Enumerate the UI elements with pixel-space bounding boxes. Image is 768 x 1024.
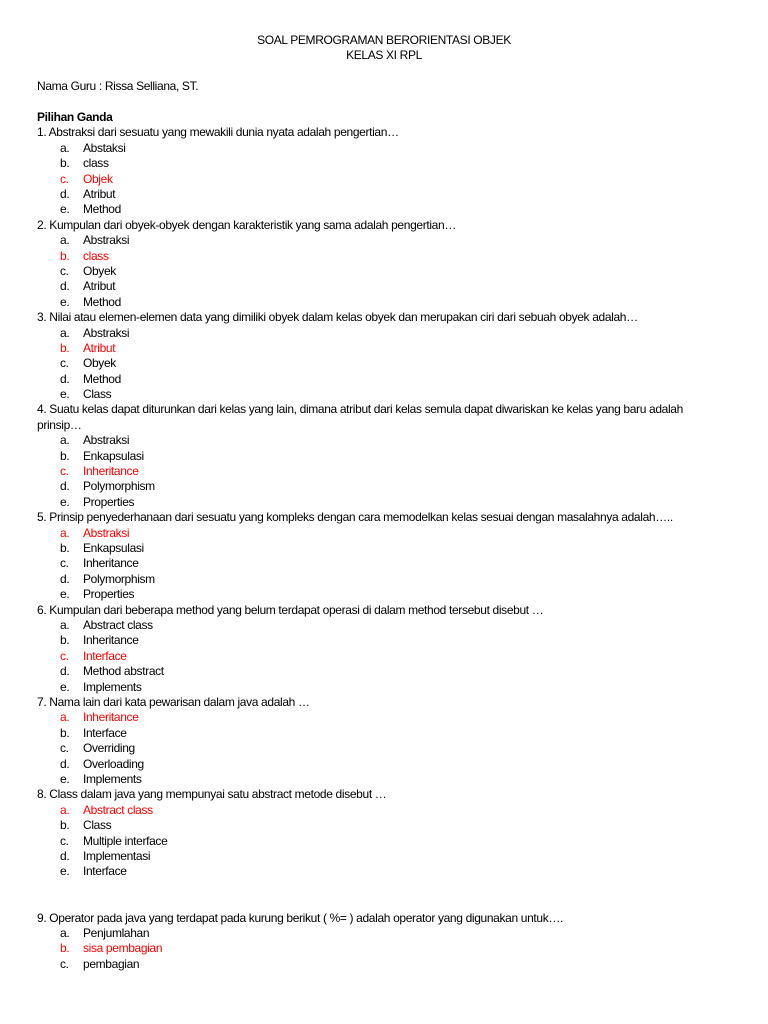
option-text: Implementasi [83, 848, 151, 863]
option-text: Enkapsulasi [83, 541, 144, 556]
option-text: sisa pembagian [83, 941, 163, 956]
option-letter: d. [60, 371, 70, 386]
option-text: Abstraksi [83, 325, 130, 340]
question-item [37, 695, 727, 787]
option-letter: b. [60, 156, 70, 171]
option-letter: b. [60, 541, 70, 556]
option-text: pembagian [83, 956, 140, 971]
option-letter: c. [60, 464, 69, 479]
option-item [37, 156, 727, 171]
correct-option [37, 464, 727, 479]
option-text: Abstract class [83, 618, 153, 633]
option-letter: d. [60, 186, 70, 201]
option-item [37, 356, 727, 371]
option-letter: e. [60, 679, 70, 694]
option-letter: c. [60, 648, 69, 663]
option-text: Inheritance [83, 710, 139, 725]
option-list [37, 803, 727, 880]
option-letter: b. [60, 818, 70, 833]
option-text: Obyek [83, 356, 116, 371]
option-list [37, 433, 727, 510]
option-item [37, 264, 727, 279]
question-text: 7. Nama lain dari kata pewarisan dalam java adalah … [37, 694, 310, 709]
option-text: Polymorphism [83, 479, 155, 494]
option-text: Implements [83, 679, 142, 694]
option-text: Multiple interface [83, 833, 168, 848]
option-item [37, 202, 727, 217]
option-letter: e. [60, 864, 70, 879]
question-item [37, 787, 727, 879]
question-item [37, 218, 727, 310]
question-item [37, 603, 727, 695]
question-list [37, 125, 727, 972]
option-text: Enkapsulasi [83, 448, 144, 463]
option-letter: c. [60, 833, 69, 848]
option-letter: d. [60, 756, 70, 771]
option-text: Interface [83, 864, 127, 879]
option-letter: a. [60, 525, 70, 540]
option-item [37, 433, 727, 448]
option-item [37, 541, 727, 556]
option-letter: c. [60, 956, 69, 971]
question-text: 2. Kumpulan dari obyek-obyek dengan karakteristik yang sama adalah pengertian… [37, 217, 456, 232]
option-item [37, 772, 727, 787]
option-letter: d. [60, 479, 70, 494]
option-text: Inheritance [83, 464, 139, 479]
option-item [37, 556, 727, 571]
option-text: Atribut [83, 340, 116, 355]
option-item [37, 726, 727, 741]
option-letter: b. [60, 340, 70, 355]
option-item [37, 479, 727, 494]
option-letter: e. [60, 771, 70, 786]
question-text: 5. Prinsip penyederhanaan dari sesuatu yang kompleks dengan cara memodelkan kelas sesuai dengan masalahnya adalah….. [37, 510, 673, 525]
option-item [37, 141, 727, 156]
option-list [37, 326, 727, 403]
option-text: Properties [83, 587, 135, 602]
teacher-name: Nama Guru : Rissa Selliana, ST. [37, 79, 199, 94]
correct-option [37, 941, 727, 956]
option-text: Method [83, 371, 121, 386]
document-title: SOAL PEMROGRAMAN BERORIENTASI OBJEK [257, 33, 511, 47]
question-text: 4. Suatu kelas dapat diturunkan dari kelas yang lain, dimana atribut dari kelas semula dapat diwariskan ke kelas yang baru adalah prinsip… [37, 402, 683, 432]
option-letter: d. [60, 848, 70, 863]
option-list [37, 926, 727, 972]
option-list [37, 233, 727, 310]
option-letter: e. [60, 587, 70, 602]
option-text: Obyek [83, 263, 116, 278]
option-text: Class [83, 818, 112, 833]
option-text: Abstract class [83, 802, 153, 817]
correct-option [37, 526, 727, 541]
option-item [37, 664, 727, 679]
correct-option [37, 172, 727, 187]
option-text: class [83, 156, 109, 171]
option-text: Atribut [83, 186, 116, 201]
option-letter: e. [60, 202, 70, 217]
option-text: Properties [83, 494, 135, 509]
option-letter: c. [60, 356, 69, 371]
option-item [37, 757, 727, 772]
option-text: Objek [83, 171, 113, 186]
option-letter: a. [60, 710, 70, 725]
option-text: Abstraksi [83, 233, 130, 248]
blank-line [37, 95, 727, 110]
option-item [37, 633, 727, 648]
blank-lines [37, 880, 727, 911]
section-title: Pilihan Ganda [37, 110, 113, 124]
option-item [37, 818, 727, 833]
option-text: Method [83, 294, 121, 309]
option-letter: e. [60, 294, 70, 309]
question-item [37, 911, 727, 973]
option-item [37, 495, 727, 510]
option-text: Abstraksi [83, 525, 130, 540]
option-letter: b. [60, 941, 70, 956]
option-text: Penjumlahan [83, 926, 150, 941]
correct-option [37, 249, 727, 264]
blank-line [37, 64, 727, 79]
question-item [37, 125, 727, 217]
option-item [37, 834, 727, 849]
option-list [37, 526, 727, 603]
option-text: Overriding [83, 741, 135, 756]
question-text: 8. Class dalam java yang mempunyai satu abstract metode disebut … [37, 787, 387, 802]
correct-option [37, 341, 727, 356]
option-text: Abstaksi [83, 140, 126, 155]
option-letter: a. [60, 233, 70, 248]
option-item [37, 957, 727, 972]
document-body [37, 33, 727, 972]
option-text: Interface [83, 725, 127, 740]
option-text: Atribut [83, 279, 116, 294]
document-subtitle: KELAS XI RPL [346, 48, 422, 63]
question-item [37, 402, 727, 510]
question-text: 9. Operator pada java yang terdapat pada kurung berikut ( %= ) adalah operator yang digunakan untuk…. [37, 910, 564, 925]
option-list [37, 141, 727, 218]
option-item [37, 587, 727, 602]
option-letter: b. [60, 633, 70, 648]
option-letter: c. [60, 741, 69, 756]
option-letter: b. [60, 248, 70, 263]
option-text: Overloading [83, 756, 144, 771]
option-letter: e. [60, 387, 70, 402]
option-item [37, 233, 727, 248]
option-item [37, 326, 727, 341]
question-item [37, 310, 727, 402]
question-text: 1. Abstraksi dari sesuatu yang mewakili dunia nyata adalah pengertian… [37, 125, 399, 140]
option-text: Interface [83, 648, 127, 663]
option-letter: e. [60, 494, 70, 509]
option-item [37, 449, 727, 464]
option-letter: d. [60, 664, 70, 679]
option-text: Implements [83, 771, 142, 786]
option-letter: a. [60, 618, 70, 633]
option-letter: b. [60, 725, 70, 740]
question-text: 6. Kumpulan dari beberapa method yang belum terdapat operasi di dalam method tersebut disebut … [37, 602, 544, 617]
correct-option [37, 803, 727, 818]
question-item [37, 510, 727, 602]
question-text: 3. Nilai atau elemen-elemen data yang dimiliki obyek dalam kelas obyek dan merupakan ciri dari sebuah obyek adalah… [37, 310, 638, 325]
option-list [37, 710, 727, 787]
option-item [37, 187, 727, 202]
option-letter: b. [60, 448, 70, 463]
option-item [37, 741, 727, 756]
option-text: Method abstract [83, 664, 164, 679]
option-letter: c. [60, 171, 69, 186]
option-letter: a. [60, 433, 70, 448]
option-text: Inheritance [83, 633, 139, 648]
option-letter: a. [60, 926, 70, 941]
option-text: Polymorphism [83, 571, 155, 586]
option-text: Inheritance [83, 556, 139, 571]
option-letter: a. [60, 140, 70, 155]
option-item [37, 387, 727, 402]
option-item [37, 680, 727, 695]
option-item [37, 279, 727, 294]
option-letter: c. [60, 263, 69, 278]
option-letter: a. [60, 325, 70, 340]
option-text: Class [83, 387, 112, 402]
option-text: Abstraksi [83, 433, 130, 448]
option-letter: c. [60, 556, 69, 571]
option-letter: d. [60, 279, 70, 294]
option-item [37, 849, 727, 864]
option-text: class [83, 248, 109, 263]
option-item [37, 926, 727, 941]
option-letter: d. [60, 571, 70, 586]
option-item [37, 295, 727, 310]
correct-option [37, 649, 727, 664]
option-text: Method [83, 202, 121, 217]
option-item [37, 572, 727, 587]
option-item [37, 864, 727, 879]
option-letter: a. [60, 802, 70, 817]
option-list [37, 618, 727, 695]
option-item [37, 372, 727, 387]
option-item [37, 618, 727, 633]
correct-option [37, 710, 727, 725]
